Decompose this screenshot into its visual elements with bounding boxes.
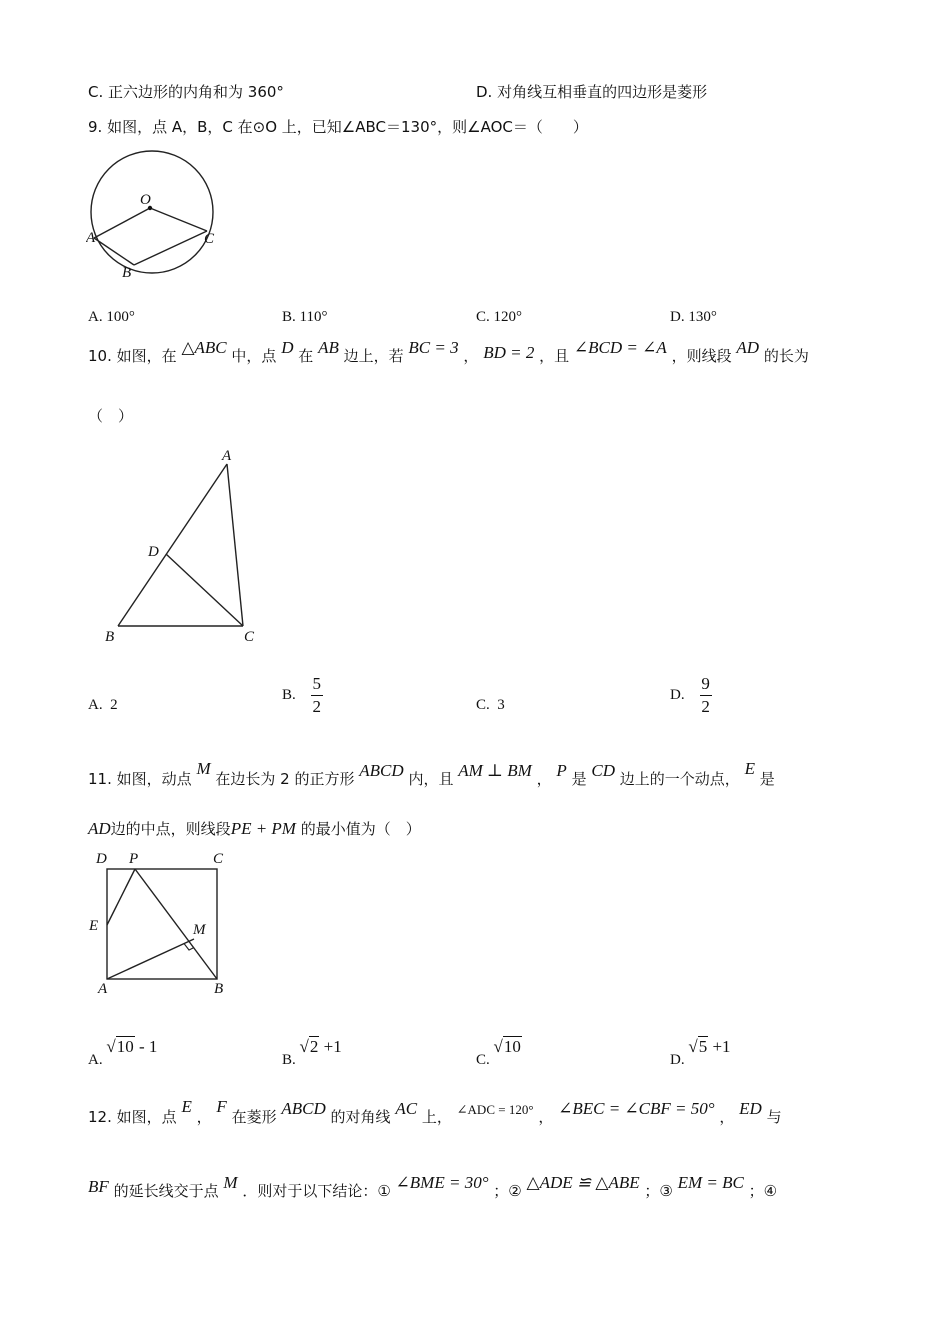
label-d: D bbox=[96, 851, 107, 867]
q10-number: 10. bbox=[88, 347, 112, 365]
q10-math: D bbox=[281, 338, 294, 357]
q12-math: ABCD bbox=[281, 1099, 326, 1118]
q11-math: PE + PM bbox=[230, 819, 296, 838]
q12-math: BF bbox=[88, 1177, 109, 1196]
label-a: A bbox=[98, 981, 108, 997]
denominator: 2 bbox=[312, 696, 322, 716]
q12-text: ， bbox=[719, 1108, 735, 1126]
q9-option-d: D. 130° bbox=[670, 309, 717, 325]
q11-math: P bbox=[556, 761, 567, 780]
radicand: 10 bbox=[503, 1037, 521, 1056]
q11-math: ABCD bbox=[359, 761, 404, 780]
segment-oa bbox=[94, 208, 150, 238]
q11-math: CD bbox=[591, 761, 615, 780]
label-e: E bbox=[89, 918, 99, 934]
q12-text: 如图，点 bbox=[116, 1108, 177, 1126]
q9-option-a: A. 100° bbox=[88, 309, 135, 325]
q10-option-d bbox=[670, 670, 712, 720]
q10-text: 如图，在 bbox=[116, 347, 177, 365]
q11-option-b bbox=[282, 1037, 342, 1068]
q11-stem-line2 bbox=[88, 818, 421, 839]
option-tail: +1 bbox=[708, 1037, 731, 1056]
q10-text: ， bbox=[463, 347, 479, 365]
label-m: M bbox=[193, 922, 206, 938]
q11-math: E bbox=[744, 759, 755, 778]
q12-math: ∠BME = 30° bbox=[395, 1173, 489, 1192]
radicand: 10 bbox=[116, 1037, 134, 1056]
segment-cd bbox=[166, 554, 243, 626]
sqrt-expression: √10 bbox=[106, 1037, 134, 1056]
option-letter: B. bbox=[282, 1052, 296, 1068]
q12-text: ；③ bbox=[644, 1182, 673, 1200]
q11-text: 是 bbox=[759, 770, 775, 788]
q10-math: BC = 3 bbox=[408, 338, 459, 357]
numerator: 9 bbox=[701, 673, 710, 693]
q10-math: BD = 2 bbox=[483, 343, 535, 362]
denominator: 2 bbox=[701, 696, 710, 716]
q11-text: 边的中点，则线段 bbox=[110, 820, 231, 838]
label-p: P bbox=[129, 851, 139, 867]
q10-text: 在 bbox=[298, 347, 314, 365]
q11-text: 内，且 bbox=[408, 770, 454, 788]
q10-math: ∠BCD = ∠A bbox=[573, 338, 667, 357]
q12-stem-line1 bbox=[88, 1097, 782, 1127]
q12-text: ， bbox=[538, 1108, 554, 1126]
fraction bbox=[700, 674, 712, 717]
q11-number: 11. bbox=[88, 770, 112, 788]
q12-math: ∠BEC = ∠CBF = 50° bbox=[558, 1099, 715, 1118]
segment-ac bbox=[227, 464, 243, 626]
q10-stem bbox=[88, 338, 809, 366]
q10-text: ，则线段 bbox=[671, 347, 732, 365]
q11-option-c bbox=[476, 1037, 522, 1068]
label-b: B bbox=[122, 265, 132, 280]
label-b: B bbox=[214, 981, 224, 997]
radicand: 5 bbox=[698, 1037, 708, 1056]
label-a: A bbox=[86, 230, 96, 246]
option-letter: B. bbox=[282, 686, 296, 703]
q11-math: AM ⊥ BM bbox=[458, 761, 532, 780]
segment-pe bbox=[107, 869, 135, 925]
q12-text: ；② bbox=[493, 1182, 522, 1200]
numerator: 5 bbox=[312, 673, 322, 693]
q10-option-c bbox=[476, 697, 505, 714]
q12-text: 在菱形 bbox=[231, 1108, 277, 1126]
q10-math: △ABC bbox=[181, 338, 227, 357]
q9-circle-figure bbox=[86, 146, 218, 280]
q10-option-b bbox=[282, 670, 323, 720]
option-tail: - 1 bbox=[134, 1037, 158, 1056]
option-letter: D. bbox=[670, 686, 685, 703]
q8-option-c: C. 正六边形的内角和为 360° bbox=[88, 83, 284, 101]
option-letter: C. bbox=[476, 697, 490, 713]
option-letter: D. bbox=[670, 1052, 685, 1068]
q12-math: AC bbox=[395, 1099, 418, 1118]
q10-text: 的长为 bbox=[763, 347, 809, 365]
q12-text: 上， bbox=[421, 1108, 452, 1126]
segment-am bbox=[107, 939, 194, 979]
label-c: C bbox=[204, 231, 215, 247]
q10-answer-paren: （ ） bbox=[88, 407, 134, 425]
option-letter: A. bbox=[88, 1052, 103, 1068]
q12-math: E bbox=[181, 1097, 192, 1116]
q9-option-c: C. 120° bbox=[476, 309, 523, 325]
option-value: 2 bbox=[110, 697, 118, 713]
q11-text: 边上的一个动点， bbox=[619, 770, 740, 788]
q12-math: F bbox=[216, 1097, 227, 1116]
q10-triangle-figure bbox=[100, 440, 270, 650]
q9-stem: 9. 如图，点 A，B，C 在⊙O 上，已知∠ABC＝130°，则∠AOC＝（ ） bbox=[88, 118, 588, 136]
q12-math: ED bbox=[739, 1099, 762, 1118]
q11-option-a bbox=[88, 1037, 158, 1068]
label-a: A bbox=[222, 448, 232, 464]
segment-oc bbox=[150, 208, 207, 231]
q11-text: 在边长为 2 的正方形 bbox=[215, 770, 355, 788]
fraction bbox=[311, 674, 323, 717]
q11-text: 的最小值为（ ） bbox=[300, 820, 421, 838]
label-o: O bbox=[140, 192, 151, 208]
radicand: 2 bbox=[309, 1037, 319, 1056]
sqrt-expression: √5 bbox=[688, 1037, 708, 1056]
q10-text: 边上，若 bbox=[343, 347, 404, 365]
q12-number: 12. bbox=[88, 1108, 112, 1126]
q10-math: AD bbox=[736, 338, 760, 357]
q12-math: ∠ADC = 120° bbox=[456, 1102, 534, 1117]
q12-text: 的延长线交于点 bbox=[113, 1182, 219, 1200]
label-c: C bbox=[213, 851, 224, 867]
segment-ab bbox=[94, 238, 134, 265]
segment-bc bbox=[134, 231, 207, 265]
q8-option-d: D. 对角线互相垂直的四边形是菱形 bbox=[476, 83, 708, 101]
q11-math: AD bbox=[88, 819, 111, 838]
q12-math: EM = BC bbox=[677, 1173, 744, 1192]
q12-math: M bbox=[223, 1173, 238, 1192]
q12-math: △ADE ≌ △ABE bbox=[526, 1173, 640, 1192]
label-c: C bbox=[244, 629, 255, 645]
segment-ab bbox=[118, 464, 227, 626]
q10-text: 中，点 bbox=[231, 347, 277, 365]
q11-text: ， bbox=[536, 770, 552, 788]
q11-math: M bbox=[196, 759, 211, 778]
q11-square-figure bbox=[86, 848, 236, 998]
q12-text: ；④ bbox=[748, 1182, 778, 1200]
sqrt-expression: √2 bbox=[299, 1037, 319, 1056]
q11-option-d bbox=[670, 1037, 731, 1068]
option-letter: C. bbox=[476, 1052, 490, 1068]
q12-stem-line2 bbox=[88, 1173, 778, 1201]
q12-text: 与 bbox=[766, 1108, 782, 1126]
option-tail: +1 bbox=[319, 1037, 342, 1056]
option-letter: A. bbox=[88, 697, 103, 713]
sqrt-expression: √10 bbox=[493, 1037, 521, 1056]
q11-stem-line1 bbox=[88, 759, 775, 789]
q9-option-b: B. 110° bbox=[282, 309, 328, 325]
label-b: B bbox=[105, 629, 115, 645]
label-d: D bbox=[148, 544, 159, 560]
circle-o bbox=[91, 151, 213, 273]
q12-text: ．则对于以下结论：① bbox=[242, 1182, 391, 1200]
q10-math: AB bbox=[318, 338, 339, 357]
q10-text: ，且 bbox=[539, 347, 570, 365]
q12-text: 的对角线 bbox=[330, 1108, 391, 1126]
q11-text: 是 bbox=[571, 770, 587, 788]
q11-text: 如图，动点 bbox=[116, 770, 192, 788]
q10-option-a bbox=[88, 697, 118, 714]
option-value: 3 bbox=[497, 697, 505, 713]
q12-text: ， bbox=[196, 1108, 212, 1126]
